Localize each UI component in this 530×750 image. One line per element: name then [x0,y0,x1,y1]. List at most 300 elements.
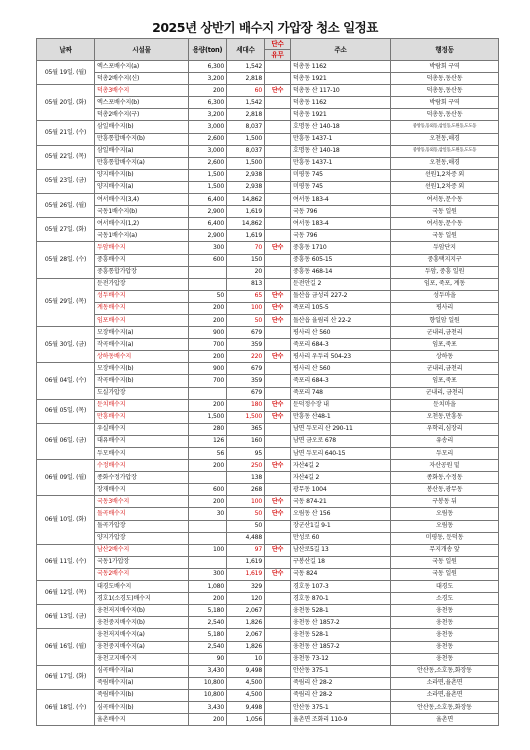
table-row [37,387,499,399]
table-row [37,327,499,339]
address-cell: 만흥동 산48-1 [291,411,391,423]
capacity-cell: 2,540 [189,617,227,629]
households-cell: 359 [227,375,265,387]
facility-cell: 삼일배수지(a) [95,145,189,157]
date-cell: 06월 11일. (수) [37,544,95,580]
table-row [37,544,499,556]
facility-cell: 덕총2배수지(구) [95,109,189,121]
households-cell: 50 [227,314,265,326]
facility-cell: 둔치배수지 [95,399,189,411]
facility-cell: 삼일배수지(b) [95,121,189,133]
capacity-cell: 600 [189,254,227,266]
address-cell: 중흥동 1710 [291,242,391,254]
capacity-cell: 200 [189,496,227,508]
outage-cell: 단수 [265,351,291,363]
capacity-cell: 200 [189,460,227,472]
table-row [37,363,499,375]
households-cell: 2,938 [227,181,265,193]
capacity-cell: 280 [189,423,227,435]
outage-cell [265,121,291,133]
outage-cell [265,665,291,677]
capacity-cell [189,266,227,278]
capacity-cell: 2,900 [189,230,227,242]
households-cell: 20 [227,266,265,278]
facility-cell: 중흥통합가압장 [95,266,189,278]
facility-cell: 엑스포배수지(a) [95,61,189,73]
outage-cell: 단수 [265,85,291,97]
households-cell: 679 [227,387,265,399]
households-cell: 2,818 [227,73,265,85]
households-cell: 120 [227,593,265,605]
outage-cell [265,181,291,193]
address-cell: 둔전안길 2 [291,278,391,290]
outage-cell [265,375,291,387]
table-row [37,266,499,278]
area-cell: 자산공원 밑 [391,460,499,472]
table-row [37,508,499,520]
facility-cell: 계동배수지 [95,302,189,314]
households-cell: 365 [227,423,265,435]
outage-cell [265,677,291,689]
table-row [37,496,499,508]
capacity-cell: 6,300 [189,61,227,73]
table-row [37,484,499,496]
facility-cell: 종화수정가압장 [95,472,189,484]
capacity-cell: 3,430 [189,701,227,713]
address-cell: 자산4길 2 [291,472,391,484]
area-cell: 유송리 [391,435,499,447]
area-cell: 무지개송 앞 [391,544,499,556]
facility-cell: 심곡배수지(a) [95,665,189,677]
households-cell: 8,037 [227,121,265,133]
outage-cell [265,61,291,73]
area-cell: 국동 일원 [391,568,499,580]
households-cell: 180 [227,399,265,411]
capacity-cell: 2,540 [189,641,227,653]
outage-cell: 단수 [265,544,291,556]
capacity-cell: 3,200 [189,73,227,85]
area-cell: 두모리 [391,448,499,460]
capacity-cell: 126 [189,435,227,447]
address-cell: 호명동 산 140-18 [291,145,391,157]
facility-cell: 상하동배수지 [95,351,189,363]
table-row [37,677,499,689]
area-cell: 오림동 [391,508,499,520]
table-row [37,181,499,193]
address-cell: 죽림리 산 28-2 [291,689,391,701]
capacity-cell: 600 [189,484,227,496]
outage-cell: 단수 [265,411,291,423]
table-row [37,593,499,605]
facility-cell: 심곡배수지(b) [95,701,189,713]
outage-cell [265,556,291,568]
table-row [37,617,499,629]
table-row [37,169,499,181]
facility-cell: 둔전가압장 [95,278,189,290]
date-cell: 05월 21일. (수) [37,121,95,145]
area-cell: 군내리,금천리 [391,327,499,339]
facility-cell: 율촌배수지 [95,714,189,726]
address-cell: 미평동 745 [291,181,391,193]
facility-cell: 경호1(소경도)배수지 [95,593,189,605]
outage-cell [265,532,291,544]
address-cell: 국동 796 [291,230,391,242]
area-cell: 둔치마을 [391,399,499,411]
address-cell: 돌산읍 금성리 227-2 [291,290,391,302]
households-cell: 14,862 [227,194,265,206]
address-cell: 덕총동 1162 [291,97,391,109]
date-cell: 05월 22일. (목) [37,145,95,169]
address-cell: 중흥동 605-15 [291,254,391,266]
households-cell: 10 [227,653,265,665]
area-cell: 국동 일원 [391,206,499,218]
households-cell: 50 [227,508,265,520]
header-area: 행정동 [391,39,499,61]
date-cell: 06월 04일. (수) [37,363,95,399]
households-cell: 50 [227,520,265,532]
facility-cell: 장재배수지 [95,484,189,496]
outage-cell [265,278,291,290]
address-cell: 여서동 183-4 [291,218,391,230]
facility-cell: 국동1배수지(b) [95,206,189,218]
households-cell: 70 [227,242,265,254]
facility-cell: 성두배수지 [95,290,189,302]
address-cell: 미평동 745 [291,169,391,181]
area-cell: 향일암 일원 [391,314,499,326]
facility-cell: 웅천중지배수지(b) [95,617,189,629]
date-cell: 05월 28일. (수) [37,242,95,278]
address-cell: 죽포리 748 [291,387,391,399]
outage-cell [265,218,291,230]
capacity-cell: 56 [189,448,227,460]
address-cell: 호명동 산 140-18 [291,121,391,133]
facility-cell: 웅천저지배수지(b) [95,605,189,617]
households-cell: 8,037 [227,145,265,157]
table-row [37,61,499,73]
table-row [37,290,499,302]
table-row [37,605,499,617]
table-row [37,629,499,641]
capacity-cell: 100 [189,544,227,556]
area-cell: 소라면,율촌면 [391,677,499,689]
facility-cell: 죽림배수지(a) [95,677,189,689]
date-cell: 05월 29일. (목) [37,278,95,326]
address-cell: 장군산1길 9-1 [291,520,391,532]
table-row [37,73,499,85]
date-cell: 05월 26일. (월) [37,194,95,218]
area-cell: 군내리,금천리 [391,363,499,375]
outage-cell [265,363,291,375]
date-cell: 06월 17일. (화) [37,665,95,689]
facility-cell: 죽림배수지(b) [95,689,189,701]
date-cell: 06월 10일. (화) [37,496,95,544]
capacity-cell: 200 [189,399,227,411]
header-address: 주소 [291,39,391,61]
table-row [37,520,499,532]
outage-cell: 단수 [265,290,291,302]
households-cell: 100 [227,302,265,314]
capacity-cell: 10,800 [189,677,227,689]
households-cell: 2,067 [227,629,265,641]
households-cell: 1,619 [227,556,265,568]
table-row [37,714,499,726]
table-row [37,314,499,326]
address-cell: 죽포리 684-3 [291,339,391,351]
outage-cell [265,133,291,145]
address-cell: 만흥동 1437-1 [291,157,391,169]
facility-cell: 덕총2배수지(신) [95,73,189,85]
households-cell: 95 [227,448,265,460]
table-row [37,242,499,254]
outage-cell [265,605,291,617]
outage-cell: 단수 [265,568,291,580]
capacity-cell: 300 [189,242,227,254]
address-cell: 웅천동 528-1 [291,629,391,641]
outage-cell [265,266,291,278]
capacity-cell: 6,300 [189,97,227,109]
area-cell: 선원1,2차증 외 [391,181,499,193]
table-row [37,568,499,580]
table-row [37,109,499,121]
date-cell: 05월 23일. (금) [37,169,95,193]
table-row [37,653,499,665]
address-cell: 구봉산길 18 [291,556,391,568]
outage-cell: 단수 [265,508,291,520]
households-cell: 4,500 [227,689,265,701]
header-capacity: 용량(ton) [189,39,227,61]
date-cell: 06월 18일. (수) [37,689,95,725]
capacity-cell: 5,180 [189,605,227,617]
table-row [37,194,499,206]
address-cell: 죽림리 산 28-2 [291,677,391,689]
facility-cell: 두모배수지 [95,448,189,460]
table-row [37,581,499,593]
households-cell: 679 [227,363,265,375]
outage-cell [265,230,291,242]
facility-cell: 덕총3배수지 [95,85,189,97]
table-row [37,230,499,242]
facility-cell: 국동2배수지 [95,568,189,580]
area-cell: 소라면,율촌면 [391,689,499,701]
capacity-cell [189,472,227,484]
outage-cell [265,327,291,339]
facility-cell: 우실배수지 [95,423,189,435]
households-cell: 1,542 [227,97,265,109]
facility-cell: 국동3배수지 [95,496,189,508]
area-cell: 덕총동,동산동 [391,109,499,121]
households-cell: 1,542 [227,61,265,73]
households-cell: 1,619 [227,568,265,580]
outage-cell [265,73,291,85]
address-cell: 평사리 산 560 [291,363,391,375]
area-cell: 여서동,문수동 [391,218,499,230]
area-cell: 소경도 [391,593,499,605]
capacity-cell: 10,800 [189,689,227,701]
address-cell: 남산로5길 13 [291,544,391,556]
area-cell: 대경도 [391,581,499,593]
capacity-cell: 5,180 [189,629,227,641]
facility-cell: 대경도배수지 [95,581,189,593]
schedule-table [36,38,499,726]
households-cell: 2,938 [227,169,265,181]
capacity-cell: 1,500 [189,169,227,181]
households-cell: 268 [227,484,265,496]
outage-cell [265,689,291,701]
address-cell: 돌산읍 율림리 산 22-2 [291,314,391,326]
area-cell: 성두마을 [391,290,499,302]
table-row [37,472,499,484]
address-cell: 안산동 375-1 [291,701,391,713]
address-cell: 국동 824 [291,568,391,580]
households-cell: 1,500 [227,157,265,169]
households-cell: 160 [227,435,265,447]
table-row [37,339,499,351]
area-cell: 오천동,만흥동 [391,411,499,423]
facility-cell: 양지가압장 [95,532,189,544]
capacity-cell: 200 [189,351,227,363]
households-cell: 4,488 [227,532,265,544]
address-cell: 자산4길 2 [291,460,391,472]
capacity-cell: 2,900 [189,206,227,218]
table-row [37,97,499,109]
facility-cell: 양지배수지(b) [95,169,189,181]
households-cell: 1,619 [227,206,265,218]
households-cell: 9,498 [227,701,265,713]
capacity-cell: 1,500 [189,411,227,423]
address-cell: 둔덕정수장 내 [291,399,391,411]
facility-cell: 만흥통합배수지(a) [95,157,189,169]
outage-cell [265,339,291,351]
area-cell: 박람회 구역 [391,97,499,109]
households-cell: 2,067 [227,605,265,617]
facility-cell: 만흥배수지 [95,411,189,423]
address-cell: 덕총동 1162 [291,61,391,73]
outage-cell [265,701,291,713]
address-cell: 경호동 870-1 [291,593,391,605]
outage-cell [265,714,291,726]
outage-cell [265,435,291,447]
facility-cell: 모장배수지(b) [95,363,189,375]
address-cell: 안산동 375-1 [291,665,391,677]
outage-cell [265,157,291,169]
date-cell: 06월 12일. (목) [37,581,95,605]
date-cell: 06월 13일. (금) [37,605,95,629]
address-cell: 웅천동 산 1857-2 [291,617,391,629]
header-households: 세대수 [227,39,265,61]
area-cell: 덕총동,동산동 [391,73,499,85]
facility-cell: 두암배수지 [95,242,189,254]
outage-cell [265,472,291,484]
date-cell: 05월 20일. (화) [37,85,95,121]
address-cell: 웅천동 산 1857-2 [291,641,391,653]
address-cell: 죽포리 105-5 [291,302,391,314]
facility-cell: 여서배수지(1,2) [95,218,189,230]
address-cell: 평사리 산 560 [291,327,391,339]
header-row-1 [37,39,499,50]
outage-cell [265,194,291,206]
table-row [37,460,499,472]
address-cell: 경호동 107-3 [291,581,391,593]
capacity-cell: 3,000 [189,121,227,133]
area-cell: 두암단지 [391,242,499,254]
households-cell: 359 [227,339,265,351]
area-cell: 임포, 죽포, 계동 [391,278,499,290]
area-cell: 안산동,소호동,화장동 [391,665,499,677]
table-row [37,133,499,145]
capacity-cell: 30 [189,508,227,520]
facility-cell: 국동1배수지(a) [95,230,189,242]
date-cell: 06월 06일. (금) [37,423,95,459]
households-cell: 1,500 [227,133,265,145]
capacity-cell [189,387,227,399]
address-cell: 덕총동 산 117-10 [291,85,391,97]
date-cell: 06월 16일. (월) [37,629,95,665]
table-row [37,665,499,677]
capacity-cell: 2,600 [189,133,227,145]
address-cell: 오림동 산 156 [291,508,391,520]
table-row [37,435,499,447]
area-cell: 종화동,수정동 [391,472,499,484]
table-row [37,85,499,97]
address-cell: 남면 두모리 산 290-11 [291,423,391,435]
address-cell: 중흥동 468-14 [291,266,391,278]
outage-cell [265,206,291,218]
households-cell: 813 [227,278,265,290]
date-cell: 05월 27일. (화) [37,218,95,242]
facility-cell: 국동1가압장 [95,556,189,568]
address-cell: 국동 796 [291,206,391,218]
facility-cell: 남산2배수지 [95,544,189,556]
date-cell: 05월 19일. (월) [37,61,95,85]
area-cell: 국동 일원 [391,556,499,568]
facility-cell: 돌곡배수지 [95,508,189,520]
outage-cell [265,629,291,641]
households-cell: 60 [227,85,265,97]
header-date: 날짜 [37,39,95,61]
address-cell: 율촌면 조화리 110-9 [291,714,391,726]
table-row [37,448,499,460]
area-cell: 군내리, 금천리 [391,387,499,399]
table-row [37,145,499,157]
table-row [37,302,499,314]
facility-cell: 작곡배수지(a) [95,339,189,351]
address-cell: 평사리 우두리 504-23 [291,351,391,363]
capacity-cell: 6,400 [189,218,227,230]
area-cell: 율촌면 [391,714,499,726]
facility-cell: 임포배수지 [95,314,189,326]
capacity-cell: 200 [189,314,227,326]
households-cell: 2,818 [227,109,265,121]
households-cell: 9,498 [227,665,265,677]
outage-cell [265,641,291,653]
capacity-cell: 50 [189,290,227,302]
outage-cell [265,254,291,266]
area-cell: 웅천동 [391,605,499,617]
table-row [37,218,499,230]
table-row [37,351,499,363]
date-cell: 06월 05일. (목) [37,399,95,423]
address-cell: 국동 874-21 [291,496,391,508]
outage-cell: 단수 [265,242,291,254]
area-cell: 중흥택지지구 [391,254,499,266]
capacity-cell: 1,500 [189,181,227,193]
date-cell: 05월 30일. (금) [37,327,95,363]
households-cell: 150 [227,254,265,266]
address-cell: 죽포리 684-3 [291,375,391,387]
outage-cell: 단수 [265,496,291,508]
facility-cell: 웅천고지배수지 [95,653,189,665]
households-cell: 329 [227,581,265,593]
